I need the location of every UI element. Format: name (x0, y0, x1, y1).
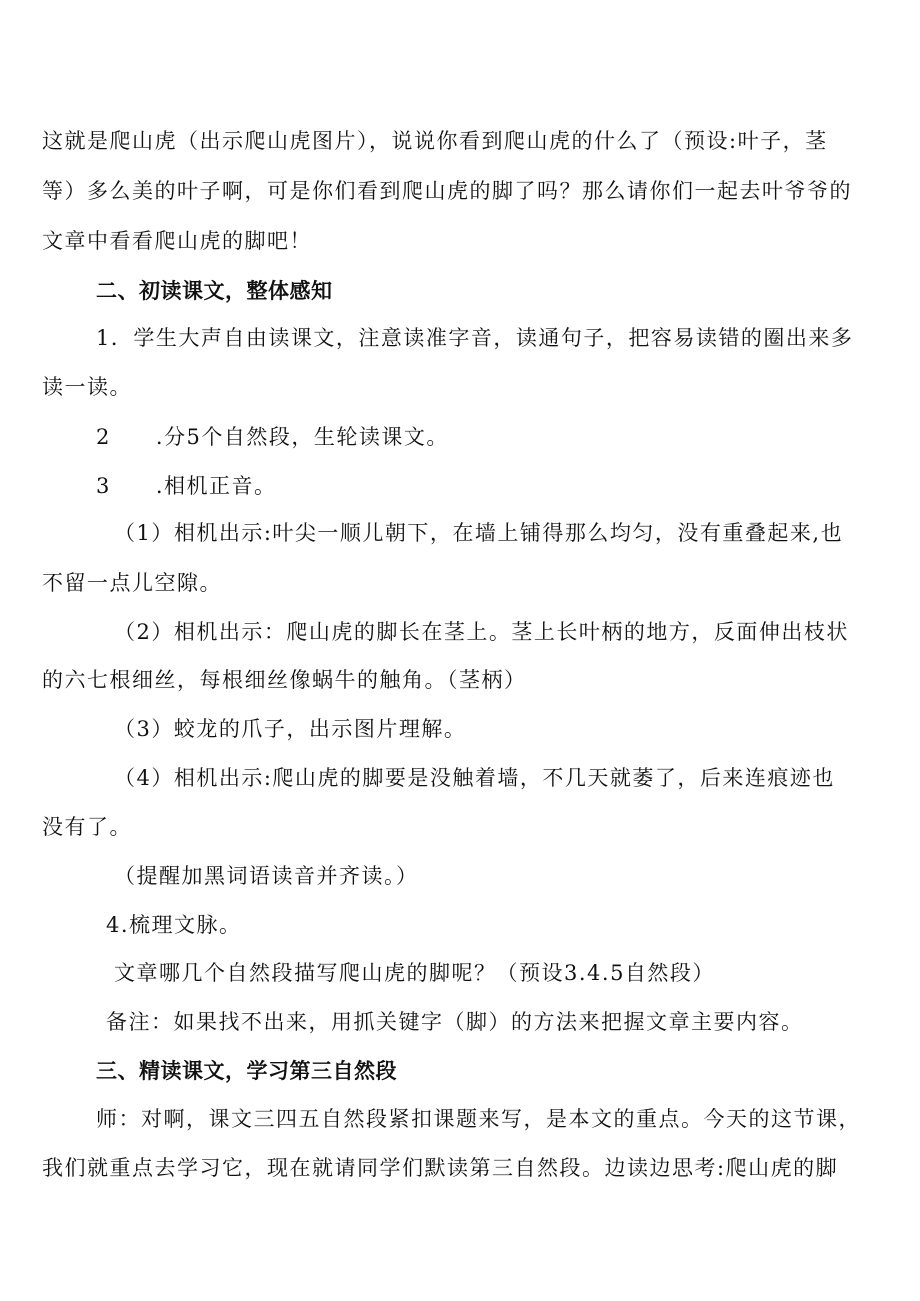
remark-line: 备注：如果找不出来，用抓关键字（脚）的方法来把握文章主要内容。 (106, 1010, 804, 1034)
intro-line-1: 这就是爬山虎（出示爬山虎图片），说说你看到爬山虎的什么了（预设:叶子，茎 (42, 129, 828, 153)
item-1-line-2: 读一读。 (42, 375, 132, 399)
item-1-line-1: 1．学生大声自由读课文，注意读准字音，读通句子，把容易读错的圈出来多 (96, 326, 854, 350)
sub-item-1-line-1: （1）相机出示:叶尖一顺儿朝下，在墙上铺得那么均匀，没有重叠起来,也 (114, 521, 844, 545)
sub-item-1-line-2: 不留一点儿空隙。 (42, 571, 222, 595)
section-3-para-line-2: 我们就重点去学习它，现在就请同学们默读第三自然段。边读边思考:爬山虎的脚 (42, 1156, 839, 1180)
question-line: 文章哪几个自然段描写爬山虎的脚呢？（预设3.4.5自然段） (114, 961, 715, 985)
section-2-heading: 二、初读课文，整体感知 (96, 279, 333, 303)
sub-item-3: （3）蛟龙的爪子，出示图片理解。 (114, 717, 467, 741)
sub-item-4-line-1: （4）相机出示:爬山虎的脚要是没触着墙，不几天就萎了，后来连痕迹也 (114, 766, 835, 790)
intro-line-3: 文章中看看爬山虎的脚吧！ (42, 229, 312, 253)
item-3: 3 .相机正音。 (96, 474, 277, 498)
item-4: 4.梳理文脉。 (106, 913, 242, 937)
intro-line-2: 等）多么美的叶子啊，可是你们看到爬山虎的脚了吗？那么请你们一起去叶爷爷的 (42, 179, 852, 203)
section-3-para-line-1: 师：对啊，课文三四五自然段紧扣课题来写，是本文的重点。今天的这节课， (96, 1107, 861, 1131)
item-2: 2 .分5个自然段，生轮读课文。 (96, 425, 449, 449)
sub-item-4-line-2: 没有了。 (42, 815, 132, 839)
section-3-heading: 三、精读课文，学习第三自然段 (96, 1059, 397, 1083)
sub-item-2-line-2: 的六七根细丝，每根细丝像蜗牛的触角。（茎柄） (42, 668, 527, 692)
sub-item-2-line-1: （2）相机出示：爬山虎的脚长在茎上。茎上长叶柄的地方，反面伸出枝状 (114, 620, 849, 644)
reminder-note: （提醒加黑词语读音并齐读。） (114, 864, 419, 888)
